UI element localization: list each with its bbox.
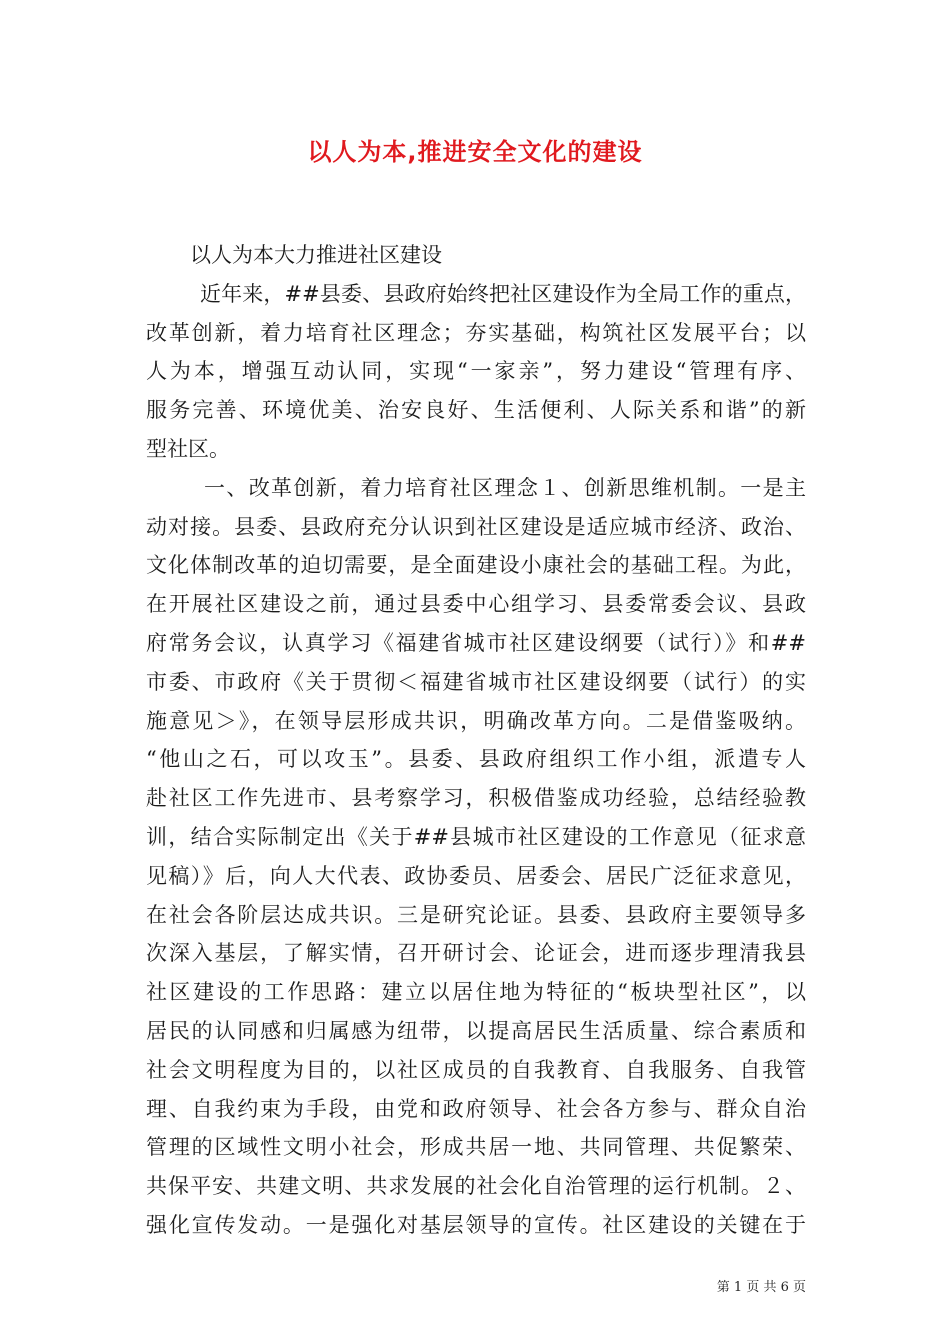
paragraph-line: 赴社区工作先进市、县考察学习，积极借鉴成功经验，总结经验教 — [146, 786, 806, 811]
paragraph-line: 在社会各阶层达成共识。三是研究论证。县委、县政府主要领导多 — [146, 902, 806, 927]
paragraph-line: 人为本，增强互动认同，实现“一家亲”，努力建设“管理有序、 — [146, 359, 806, 384]
paragraph-line: 服务完善、环境优美、治安良好、生活便利、人际关系和谐”的新 — [146, 398, 806, 423]
paragraph-line: 改革创新，着力培育社区理念；夯实基础，构筑社区发展平台；以 — [146, 320, 806, 345]
paragraph-line: 在开展社区建设之前，通过县委中心组学习、县委常委会议、县政 — [146, 592, 806, 617]
paragraph-line: 训，结合实际制定出《关于##县城市社区建设的工作意见（征求意 — [146, 824, 806, 849]
paragraph-line: 共保平安、共建文明、共求发展的社会化自治管理的运行机制。２、 — [146, 1174, 806, 1199]
subtitle-line: 以人为本大力推进社区建设 — [190, 243, 442, 267]
paragraph-line: “他山之石，可以攻玉”。县委、县政府组织工作小组，派遣专人 — [146, 747, 806, 772]
paragraph-line: 施意见＞》，在领导层形成共识，明确改革方向。二是借鉴吸纳。 — [146, 708, 806, 733]
page-number: 第 1 页 共 6 页 — [716, 1280, 806, 1295]
paragraph-line: 社区建设的工作思路：建立以居住地为特征的“板块型社区”，以 — [146, 980, 806, 1005]
paragraph-line: 强化宣传发动。一是强化对基层领导的宣传。社区建设的关键在于 — [146, 1212, 806, 1237]
paragraph-line: 型社区。 — [146, 436, 230, 461]
paragraph-line: 理、自我约束为手段，由党和政府领导、社会各方参与、群众自治 — [146, 1096, 806, 1121]
paragraph-line: 府常务会议，认真学习《福建省城市社区建设纲要（试行）》和## — [146, 630, 806, 655]
paragraph-line: 文化体制改革的迫切需要，是全面建设小康社会的基础工程。为此， — [146, 553, 806, 578]
paragraph-line: 一、改革创新，着力培育社区理念１、创新思维机制。一是主 — [204, 475, 806, 500]
paragraph-line: 管理的区域性文明小社会，形成共居一地、共同管理、共促繁荣、 — [146, 1135, 806, 1160]
document-body — [146, 236, 806, 1245]
paragraph-line: 动对接。县委、县政府充分认识到社区建设是适应城市经济、政治、 — [146, 514, 806, 539]
paragraph-line: 见稿）》后，向人大代表、政协委员、居委会、居民广泛征求意见， — [146, 863, 806, 888]
document-title: 以人为本,推进安全文化的建设 — [307, 138, 643, 166]
paragraph-line: 社会文明程度为目的，以社区成员的自我教育、自我服务、自我管 — [146, 1057, 806, 1082]
paragraph-line: 居民的认同感和归属感为纽带，以提高居民生活质量、综合素质和 — [146, 1018, 806, 1043]
paragraph-line: 近年来，##县委、县政府始终把社区建设作为全局工作的重点， — [200, 281, 806, 306]
paragraph-line: 市委、市政府《关于贯彻＜福建省城市社区建设纲要（试行）的实 — [146, 669, 806, 694]
paragraph-line: 次深入基层，了解实情，召开研讨会、论证会，进而逐步理清我县 — [146, 941, 806, 966]
